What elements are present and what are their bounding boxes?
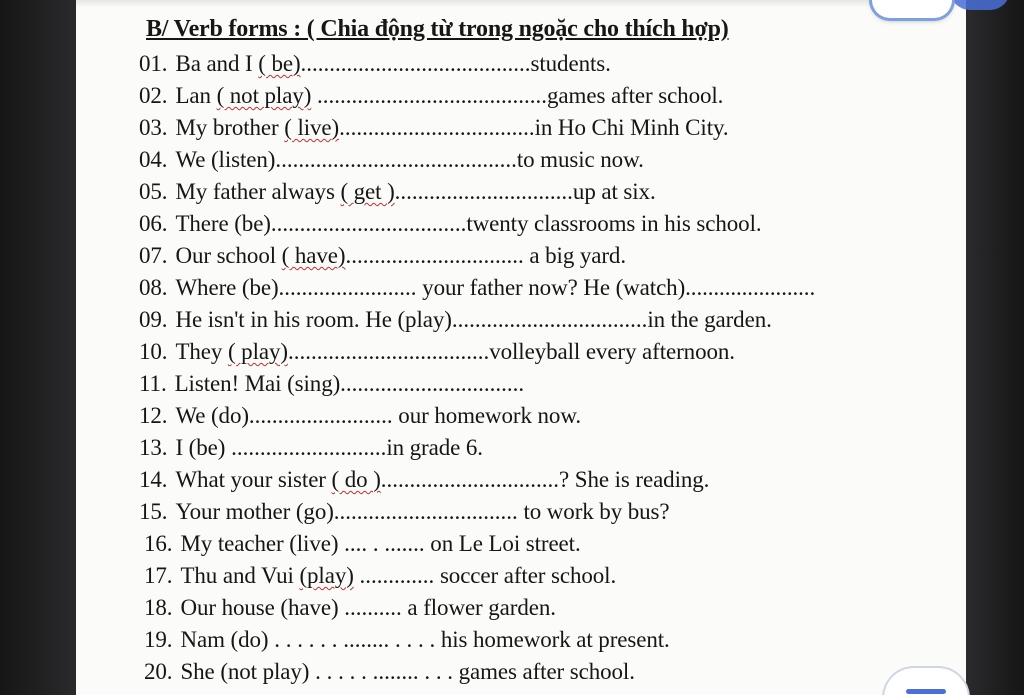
item-stem: Lan — [175, 83, 217, 108]
item-ending: a flower garden. — [401, 595, 556, 620]
item-number: 05. — [139, 179, 168, 204]
item-ending: on Le Loi street. — [424, 531, 581, 556]
item-verb: ( do ) — [331, 467, 381, 492]
item-number: 08. — [139, 275, 168, 300]
item-stem: We — [175, 147, 211, 172]
item-ending: up at six. — [572, 179, 656, 204]
exercise-item-3 — [139, 114, 729, 142]
item-ending: in Ho Chi Minh City. — [534, 115, 729, 140]
item-stem: Listen! Mai — [174, 371, 288, 396]
item-number: 15. — [139, 499, 168, 524]
item-stem: What your sister — [175, 467, 332, 492]
exercise-item-18 — [144, 594, 556, 622]
exercise-item-16 — [144, 530, 581, 558]
item-blank: . . . . . ........ . . — [309, 659, 442, 684]
item-blank: .......................................... — [275, 147, 517, 172]
item-stem: Thu and Vui — [180, 563, 300, 588]
item-blank: .................................. — [270, 211, 467, 236]
item-stem: He isn't in his room. He — [175, 307, 398, 332]
exercise-item-2 — [139, 82, 723, 110]
exercise-item-13 — [139, 434, 483, 462]
item-number: 07. — [139, 243, 168, 268]
item-verb: ( live) — [284, 115, 340, 140]
top-right-floating-button[interactable] — [872, 0, 952, 18]
exercise-item-10 — [139, 338, 735, 366]
item-stem: They — [175, 339, 228, 364]
item-number: 20. — [144, 659, 173, 684]
item-verb: (have) — [280, 595, 339, 620]
item-stem: My brother — [175, 115, 285, 140]
page-top-edge — [76, 0, 966, 7]
exercise-item-19 — [144, 626, 670, 654]
item-verb: (do) — [230, 627, 269, 652]
item-blank: .................................. — [451, 307, 648, 332]
item-blank: .... . ....... — [338, 531, 425, 556]
exercise-item-4 — [139, 146, 644, 174]
item-blank: .................................. — [339, 115, 535, 140]
exercise-item-1 — [139, 50, 611, 78]
item-blank: ................................ — [340, 371, 525, 396]
item-verb: (go) — [295, 499, 334, 524]
item-stem: My father always — [175, 179, 341, 204]
item-blank: ................................... — [287, 339, 490, 364]
item-blank: ................................ — [333, 499, 518, 524]
item-stem: Nam — [180, 627, 231, 652]
item-ending: . games after school. — [441, 659, 635, 684]
item-verb: (live) — [289, 531, 339, 556]
item-number: 14. — [139, 467, 168, 492]
item-verb: (be) — [188, 435, 226, 460]
item-number: 04. — [139, 147, 168, 172]
exercise-item-8 — [139, 274, 815, 302]
item-ending: in grade 6. — [386, 435, 483, 460]
item-ending: students. — [530, 51, 611, 76]
item-stem: Your mother — [175, 499, 296, 524]
item-blank: .......... — [338, 595, 402, 620]
item-blank: ............................... — [380, 467, 559, 492]
item-number: 16. — [144, 531, 173, 556]
item-ending: your father now? He (watch)....................... — [416, 275, 816, 300]
exercise-item-20 — [144, 658, 635, 686]
item-number: 11. — [139, 371, 167, 396]
exercise-item-12 — [139, 402, 581, 430]
item-blank: ........................ — [278, 275, 417, 300]
minus-icon — [906, 689, 946, 694]
item-verb: (listen) — [210, 147, 276, 172]
item-number: 09. — [139, 307, 168, 332]
item-verb: (play) — [299, 563, 354, 588]
item-verb: (do) — [210, 403, 249, 428]
item-stem: Where — [175, 275, 242, 300]
item-blank: . . . . . . ........ . . . . — [268, 627, 436, 652]
item-blank: ........................................ — [311, 83, 548, 108]
item-number: 10. — [139, 339, 168, 364]
item-stem: My teacher — [180, 531, 290, 556]
item-verb: ( get ) — [340, 179, 395, 204]
item-blank: ........................................ — [300, 51, 531, 76]
item-verb: (play) — [397, 307, 452, 332]
item-stem: Our school — [175, 243, 282, 268]
item-number: 19. — [144, 627, 173, 652]
item-stem: She — [180, 659, 221, 684]
item-number: 06. — [139, 211, 168, 236]
right-dark-margin — [966, 0, 1024, 695]
item-stem: Our house — [180, 595, 281, 620]
item-stem: Ba and I — [175, 51, 259, 76]
item-verb: ( have) — [281, 243, 346, 268]
item-ending: in the garden. — [647, 307, 772, 332]
item-number: 03. — [139, 115, 168, 140]
item-number: 01. — [139, 51, 168, 76]
item-ending: soccer after school. — [434, 563, 617, 588]
item-number: 17. — [144, 563, 173, 588]
item-blank: ........................... — [225, 435, 387, 460]
item-number: 13. — [139, 435, 168, 460]
worksheet-page — [76, 0, 966, 695]
item-verb: (sing) — [287, 371, 341, 396]
item-number: 02. — [139, 83, 168, 108]
item-blank: ......................... — [248, 403, 393, 428]
exercise-item-15 — [139, 498, 670, 526]
item-ending: a big yard. — [523, 243, 626, 268]
item-verb: (be) — [234, 211, 271, 236]
item-ending: volleyball every afternoon. — [489, 339, 735, 364]
section-heading: B/ Verb forms : ( Chia động từ trong ngoặc cho thích hợp) — [146, 16, 729, 42]
item-ending: to work by bus? — [517, 499, 670, 524]
item-ending: our homework now. — [392, 403, 581, 428]
item-ending: games after school. — [547, 83, 724, 108]
item-verb: ( be) — [258, 51, 301, 76]
item-verb: ( play) — [227, 339, 288, 364]
item-stem: We — [175, 403, 211, 428]
exercise-item-17 — [144, 562, 616, 590]
item-number: 18. — [144, 595, 173, 620]
item-verb: (not play) — [220, 659, 310, 684]
item-blank: ............. — [353, 563, 435, 588]
exercise-item-14 — [139, 466, 709, 494]
item-number: 12. — [139, 403, 168, 428]
item-ending: twenty classrooms in his school. — [466, 211, 762, 236]
item-verb: ( not play) — [216, 83, 312, 108]
item-blank: ............................... — [345, 243, 524, 268]
exercise-item-9 — [139, 306, 772, 334]
exercise-item-5 — [139, 178, 656, 206]
item-ending: ? She is reading. — [559, 467, 710, 492]
item-ending: to music now. — [516, 147, 644, 172]
exercise-item-7 — [139, 242, 626, 270]
item-stem: I — [175, 435, 189, 460]
item-verb: (be) — [241, 275, 279, 300]
exercise-item-6 — [139, 210, 762, 238]
item-ending: his homework at present. — [435, 627, 670, 652]
item-stem: There — [175, 211, 235, 236]
exercise-item-11 — [139, 370, 524, 398]
item-blank: ............................... — [394, 179, 573, 204]
left-dark-margin — [0, 0, 76, 695]
